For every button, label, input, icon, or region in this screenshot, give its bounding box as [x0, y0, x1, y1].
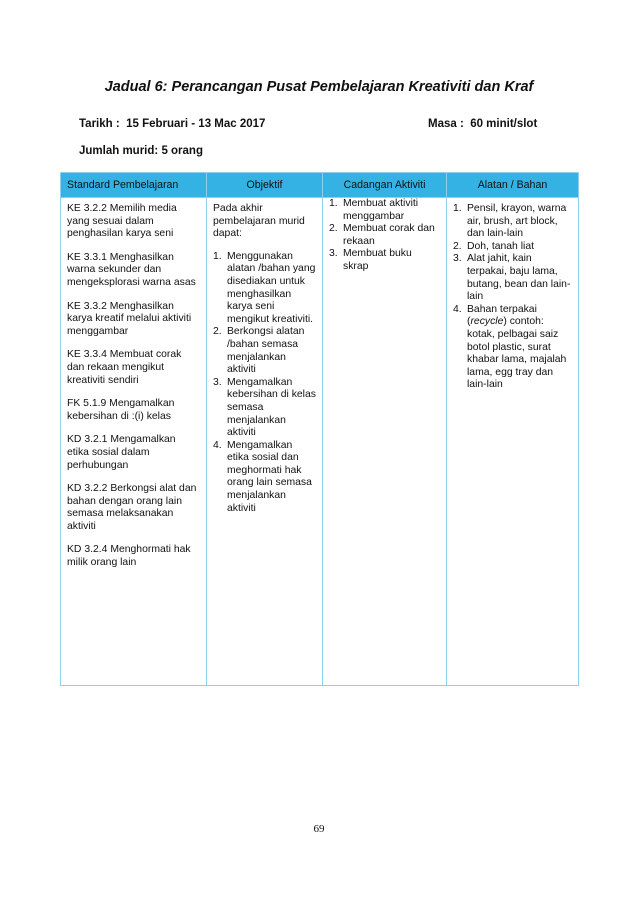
item-number: 1. [453, 203, 462, 214]
date-label: Tarikh : [79, 118, 120, 130]
standard-item: KD 3.2.2 Berkongsi alat dan bahan dengan orang lain semasa melaksanakan aktiviti [67, 483, 197, 532]
item-text-part: ) contoh: kotak, pelbagai saiz botol plastic, surat khabar lama, majalah lama, egg tray dan lain-lain [467, 316, 567, 391]
item-text [467, 304, 572, 392]
item-text: Membuat buku skrap [343, 248, 412, 272]
table-header-row [61, 173, 579, 198]
item-text: Alat jahit, kain terpakai, baju lama, butang, bean dan lain-lain [467, 253, 571, 303]
standard-item: KE 3.3.4 Membuat corak dan rekaan mengikut kreativiti sendiri [67, 349, 182, 386]
date-line [79, 118, 265, 130]
item-text: Pensil, krayon, warna air, brush, art block, dan lain-lain [467, 203, 567, 240]
header-materials: Alatan / Bahan [447, 173, 579, 198]
list-item [213, 440, 316, 516]
item-number: 1. [213, 250, 222, 262]
standard-item: KE 3.3.1 Menghasilkan warna sekunder dan mengeksplorasi warna asas [67, 251, 196, 288]
item-text: Mengamalkan etika sosial dan meghormati hak orang lain semasa menjalankan aktiviti [227, 439, 312, 514]
item-text: Membuat aktiviti menggambar [343, 198, 419, 222]
item-text: Membuat corak dan rekaan [343, 223, 435, 247]
list-item [213, 326, 316, 376]
materials-cell [447, 198, 579, 686]
objectives-cell [207, 198, 323, 686]
item-number: 2. [213, 326, 222, 338]
duration-line [428, 118, 537, 130]
item-text: Berkongsi alatan /bahan semasa menjalankan aktiviti [227, 326, 305, 376]
item-number: 2. [453, 240, 462, 252]
item-text: Mengamalkan kebersihan di kelas semasa menjalankan aktiviti [227, 376, 316, 439]
page-title: Jadual 6: Perancangan Pusat Pembelajaran Kreativiti dan Kraf [104, 79, 534, 95]
item-number: 3. [329, 248, 338, 260]
standard-item: FK 5.1.9 Mengamalkan kebersihan di :(i) kelas [67, 398, 175, 422]
list-item [213, 251, 316, 327]
objective-intro: Pada akhir pembelajaran murid dapat: [213, 203, 305, 240]
header-activity: Cadangan Aktiviti [323, 173, 447, 198]
item-number: 4. [453, 303, 462, 315]
standard-item: KD 3.2.1 Mengamalkan etika sosial dalam perhubungan [67, 434, 176, 471]
table-row [61, 198, 579, 686]
list-item [329, 198, 440, 223]
list-item [453, 241, 572, 254]
page-number: 69 [313, 823, 325, 835]
standard-item: KD 3.2.4 Menghormati hak milik orang lain [67, 544, 191, 569]
item-number: 3. [453, 253, 462, 265]
header-objective: Objektif [207, 173, 323, 198]
standard-item: KE 3.3.2 Menghasilkan karya kreatif melalui aktiviti menggambar [67, 300, 192, 337]
student-count-label: Jumlah murid: [79, 145, 159, 157]
list-item [453, 253, 572, 303]
item-number: 1. [329, 198, 338, 209]
activities-list [329, 198, 440, 274]
planning-table [60, 172, 579, 686]
item-text-part: Bahan terpakai ( [467, 303, 537, 328]
item-text: Menggunakan alatan /bahan yang disediakan untuk menghasilkan karya seni mengikut kreativiti. [227, 250, 316, 325]
duration-label: Masa : [428, 118, 464, 130]
list-item [453, 203, 572, 241]
activities-cell [323, 198, 447, 686]
list-item [453, 304, 572, 392]
header-standard: Standard Pembelajaran [61, 173, 207, 198]
list-item [213, 377, 316, 440]
objectives-list [213, 251, 316, 515]
student-count-line [79, 145, 203, 157]
item-text-emphasis: recycle [470, 316, 504, 328]
list-item [329, 223, 440, 248]
standards-cell [61, 198, 207, 686]
item-number: 2. [329, 223, 338, 235]
item-number: 3. [213, 376, 222, 388]
duration-value: 60 minit/slot [470, 118, 538, 130]
standard-item: KE 3.2.2 Memilih media yang sesuai dalam penghasilan karya seni [67, 203, 177, 240]
item-text: Doh, tanah liat [467, 240, 535, 252]
student-count-value: 5 orang [161, 145, 203, 157]
item-number: 4. [213, 439, 222, 451]
date-value: 15 Februari - 13 Mac 2017 [126, 118, 266, 130]
materials-list [453, 203, 572, 392]
list-item [329, 248, 440, 273]
